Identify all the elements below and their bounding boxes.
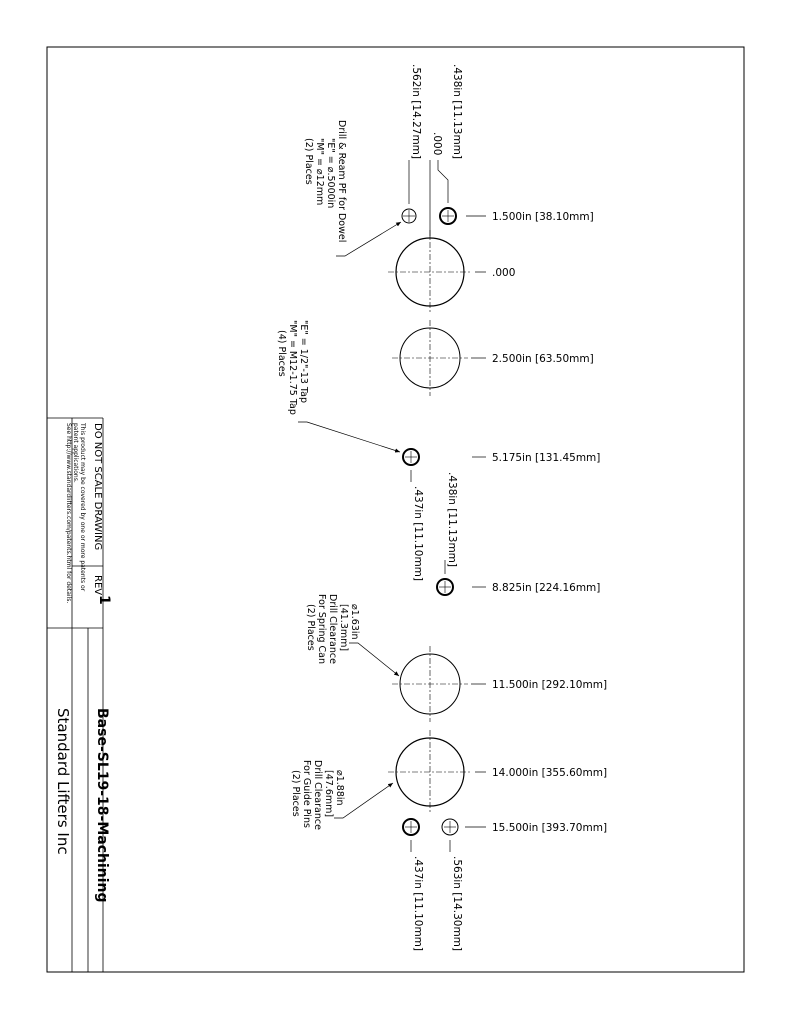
svg-text:⌀1.63in: ⌀1.63in: [349, 604, 360, 640]
svg-text:⌀1.88in: ⌀1.88in: [334, 770, 345, 806]
patent-note-line3: See http://www.standardlifters.com/patents.html for details.: [65, 423, 72, 604]
svg-text:For Guide Pins: For Guide Pins: [301, 760, 312, 828]
x-dim-000: .000: [492, 267, 516, 279]
svg-text:Drill Clearance: Drill Clearance: [312, 760, 323, 830]
centerlines: [388, 230, 472, 814]
y-dim-bottom-upper: .563in [14.30mm]: [451, 856, 463, 952]
x-dim-8-825: 8.825in [224.16mm]: [492, 582, 601, 594]
x-dim-2-500: 2.500in [63.50mm]: [492, 353, 594, 365]
y-dim-dowel-bottom: .562in [14.27mm]: [410, 64, 422, 160]
x-dim-1-500: 1.500in [38.10mm]: [492, 211, 594, 223]
svg-text:"E" = ⌀.5000in: "E" = ⌀.5000in: [325, 138, 336, 209]
svg-text:"E" = 1/2"-13 Tap: "E" = 1/2"-13 Tap: [298, 320, 309, 404]
rev-value: 1: [96, 595, 112, 605]
x-dimension-leaders: [465, 216, 486, 827]
y-dim-dowel-top: .438in [11.13mm]: [451, 64, 463, 160]
y-dim-bottom-lower: .437in [11.10mm]: [412, 856, 424, 952]
svg-text:(2) Places: (2) Places: [305, 604, 316, 651]
part-name: Base-SL19-18-Machining: [94, 708, 110, 903]
callout-leaders: [298, 222, 401, 818]
svg-text:(2) Places: (2) Places: [290, 770, 301, 817]
svg-text:[47.6mm]: [47.6mm]: [323, 770, 334, 818]
y-dim-tap-upper: .438in [11.13mm]: [446, 472, 458, 568]
x-dim-15-500: 15.500in [393.70mm]: [492, 822, 608, 834]
patent-note-line2: patent applications.: [72, 423, 79, 483]
svg-text:(4) Places: (4) Places: [276, 330, 287, 377]
company-name: Standard Lifters Inc: [54, 708, 72, 855]
callout-spring-can: [305, 594, 360, 664]
svg-text:"M" = M12-1.75 Tap: "M" = M12-1.75 Tap: [287, 320, 298, 415]
svg-text:(2) Places: (2) Places: [303, 138, 314, 185]
callout-guide-pins: [290, 760, 345, 830]
svg-text:[41.3mm]: [41.3mm]: [338, 604, 349, 652]
svg-text:"M" = ⌀12mm: "M" = ⌀12mm: [314, 138, 325, 206]
x-dim-11-500: 11.500in [292.10mm]: [492, 679, 608, 691]
sheet-border: [47, 47, 744, 972]
patent-note-line1: This product may be covered by one or more patents or: [79, 423, 86, 592]
do-not-scale-label: DO NOT SCALE DRAWING: [92, 423, 103, 551]
callout-tap: [276, 320, 309, 415]
svg-text:Drill Clearance: Drill Clearance: [327, 594, 338, 664]
y-dim-origin: .000: [431, 132, 443, 156]
y-dim-tap-lower: .437in [11.10mm]: [412, 486, 424, 582]
callout-dowel: [303, 120, 347, 242]
rev-label: REV: [92, 575, 103, 596]
x-dim-14-000: 14.000in [355.60mm]: [492, 767, 608, 779]
x-dim-5-175: 5.175in [131.45mm]: [492, 452, 601, 464]
svg-text:Drill & Ream PF for Dowel: Drill & Ream PF for Dowel: [336, 120, 347, 243]
svg-text:For Spring Can: For Spring Can: [316, 594, 327, 665]
